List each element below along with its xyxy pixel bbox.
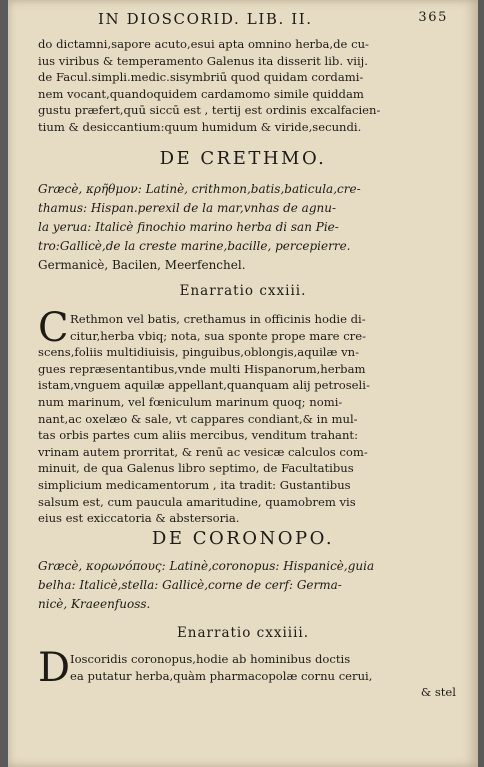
text-line: gues repræsentantibus,vnde multi Hispanorum,herbam — [38, 361, 366, 376]
synonym-line: nicè, Kraeenfuoss. — [38, 597, 151, 611]
commentary-coronopo — [38, 651, 456, 701]
text-line: nant,ac oxelæo & sale, vt cappares condiant,& in mul- — [38, 411, 358, 426]
text-line: tas orbis partes cum aliis mercibus, venditum trahant: — [38, 428, 358, 443]
text-line: Rethmon vel batis, crethamus in officinis hodie di- — [70, 312, 366, 326]
commentary-crethmo — [38, 311, 456, 527]
text-line: Ioscoridis coronopus,hodie ab hominibus doctis — [70, 652, 351, 666]
text-line: simplicium medicamentorum , ita tradit: Gustantibus — [38, 477, 351, 492]
section-heading-coronopo: DE CORONOPO. — [151, 528, 335, 549]
synonym-line: tro:Gallicè,de la creste marine,bacille, percepierre. — [38, 239, 351, 253]
synonym-line: Græcè, κορωνόπους: Latinè,coronopus: Hispanicè,guia — [38, 559, 375, 573]
text-line: tium & desiccantium:quum humidum & viride,secundi. — [38, 119, 362, 134]
text-line: minuit, de qua Galenus libro septimo, de Facultatibus — [38, 461, 354, 476]
running-head-title: IN DIOSCORID. LIB. II. — [98, 10, 313, 28]
page-number: 365 — [418, 10, 448, 25]
text-line: istam,vnguem aquilæ appellant,quanquam alij petroseli- — [38, 378, 370, 393]
synonyms-crethmo — [38, 180, 456, 275]
text-line: num marinum, vel fœniculum marinum quoq; nomi- — [38, 394, 343, 409]
drop-cap-d: D — [38, 645, 71, 691]
text-line: eius est exiccatoria & abstersoria. — [38, 511, 240, 526]
synonym-line: Germanicè, Bacilen, Meerfenchel. — [38, 258, 246, 272]
synonym-line: la yerua: Italicè finochio marino herba di san Pie- — [38, 220, 339, 234]
text-line: de Facul.simpli.medic.sisymbriū quod quidam cordami- — [38, 70, 364, 85]
text-line: ius viribus & temperamento Galenus ita disserit lib. viij. — [38, 53, 368, 68]
drop-cap-c: C — [38, 305, 69, 351]
synonyms-coronopo — [38, 557, 456, 614]
enarratio-heading-123: Enarratio cxxiii. — [179, 283, 307, 299]
enarratio-heading-124: Enarratio cxxiiii. — [176, 625, 310, 641]
text-line: salsum est, cum paucula amaritudine, quamobrem vis — [38, 494, 356, 509]
text-line: vrinam autem prorritat, & renū ac vesicæ calculos com- — [38, 444, 368, 459]
text-line: ea putatur herba,quàm pharmacopolæ cornu cerui, — [70, 668, 373, 683]
text-line: nem vocant,quandoquidem cardamomo simile quiddam — [38, 86, 364, 101]
synonym-line: belha: Italicè,stella: Gallicè,corne de cerf: Germa- — [38, 578, 342, 592]
text-line: citur,herba vbiq; nota, sua sponte prope mare cre- — [70, 328, 367, 343]
text-line: scens,foliis multidiuisis, pinguibus,oblongis,aquilæ vn- — [38, 345, 360, 360]
text-line: do dictamni,sapore acuto,esui apta omnino herba,de cu- — [38, 37, 369, 51]
section-heading-crethmo: DE CRETHMO. — [159, 148, 327, 169]
book-page — [8, 0, 478, 767]
text-line: gustu præfert,quū siccū est , tertij est ordinis excalfacien- — [38, 103, 381, 118]
synonym-line: thamus: Hispan.perexil de la mar,vnhas de agnu- — [38, 201, 337, 215]
synonym-line: Græcè, κρῆθμον: Latinè, crithmon,batis,baticula,cre- — [38, 182, 361, 196]
intro-paragraph — [38, 36, 456, 136]
text-line: & stel — [420, 685, 456, 700]
